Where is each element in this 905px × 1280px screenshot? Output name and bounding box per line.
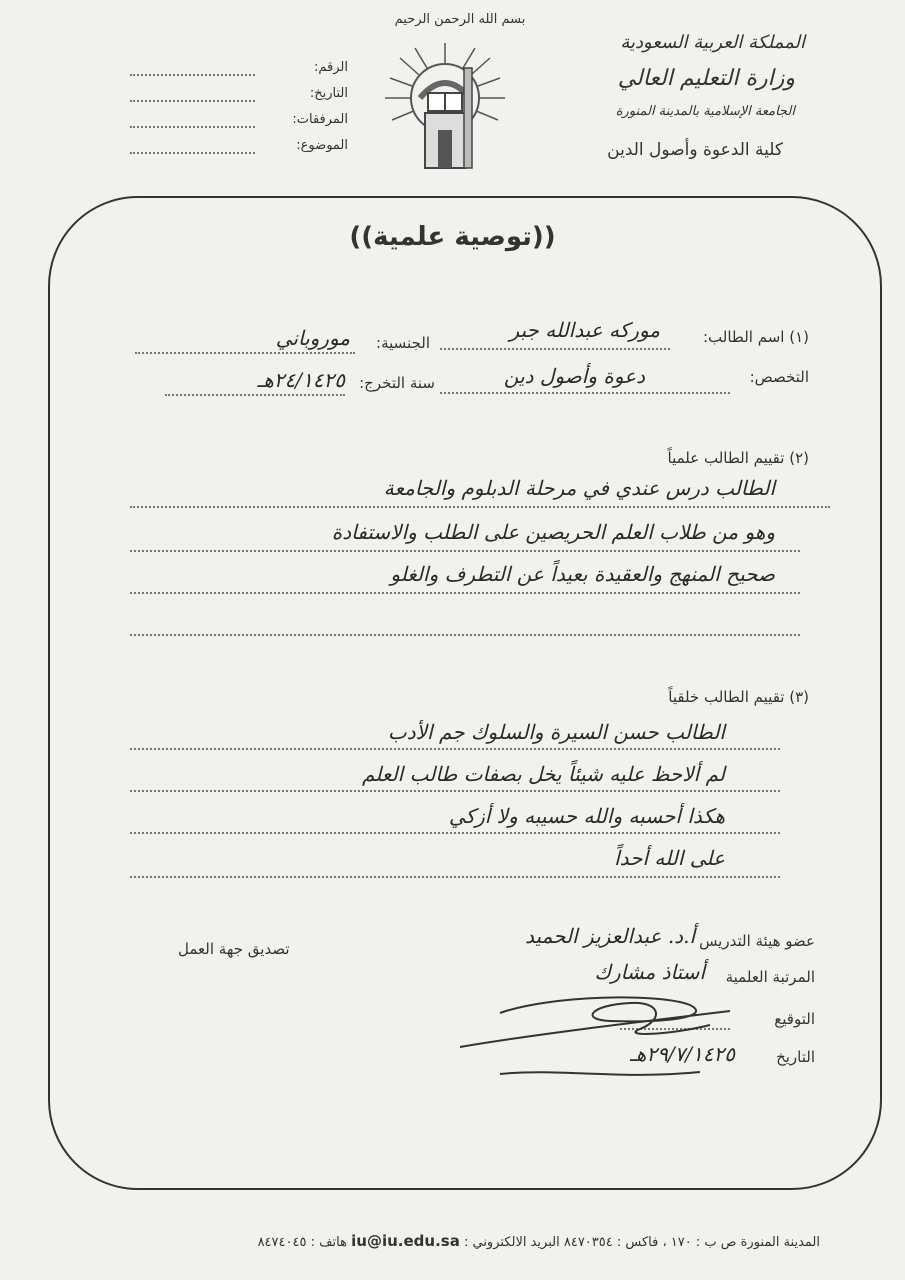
ministry-name: وزارة التعليم العالي bbox=[617, 66, 795, 91]
meta-subject-label: الموضوع: bbox=[296, 138, 348, 153]
grad-year-line bbox=[165, 394, 345, 396]
student-name-label: (١) اسم الطالب: bbox=[703, 328, 809, 346]
academic-rank-label: المرتبة العلمية bbox=[725, 968, 815, 986]
moral-text-line-3: هكذا أحسبه والله حسيبه ولا أزكي bbox=[448, 804, 725, 828]
nationality-value: موروباني bbox=[275, 326, 350, 350]
meta-number-label: الرقم: bbox=[314, 60, 348, 75]
grad-year-value: ٢٤/١٤٢٥هـ bbox=[257, 368, 345, 392]
academic-text-line-2: وهو من طلاب العلم الحريصين على الطلب والاستفادة bbox=[331, 520, 775, 544]
meta-subject-field bbox=[130, 152, 255, 154]
college-name: كلية الدعوة وأصول الدين bbox=[607, 140, 783, 160]
kingdom-name: المملكة العربية السعودية bbox=[620, 32, 805, 53]
moral-evaluation-label: (٣) تقييم الطالب خلقياً bbox=[668, 688, 809, 706]
date-label: التاريخ bbox=[776, 1048, 815, 1066]
specialization-value: دعوة وأصول دين bbox=[503, 364, 645, 388]
specialization-label: التخصص: bbox=[749, 368, 809, 386]
moral-line-2 bbox=[130, 790, 780, 792]
moral-text-line-4: على الله أحداً bbox=[614, 846, 725, 870]
employer-certification-label: تصديق جهة العمل bbox=[178, 940, 290, 958]
nationality-line bbox=[135, 352, 355, 354]
date-underline-graphic bbox=[500, 1058, 700, 1082]
academic-line-4 bbox=[130, 634, 800, 636]
grad-year-label: سنة التخرج: bbox=[359, 374, 435, 392]
signature-label: التوقيع bbox=[774, 1010, 815, 1028]
university-name: الجامعة الإسلامية بالمدينة المنورة bbox=[615, 104, 795, 119]
student-name-value: موركه عبدالله جبر bbox=[509, 318, 660, 342]
moral-text-line-2: لم ألاحظ عليه شيئاً يخل بصفات طالب العلم bbox=[362, 762, 725, 786]
moral-line-3 bbox=[130, 832, 780, 834]
academic-evaluation-label: (٢) تقييم الطالب علمياً bbox=[667, 449, 809, 467]
nationality-label: الجنسية: bbox=[376, 334, 430, 352]
academic-text-line-1: الطالب درس عندي في مرحلة الدبلوم والجامعة bbox=[383, 476, 775, 500]
faculty-member-label: عضو هيئة التدريس bbox=[699, 932, 815, 950]
specialization-line bbox=[440, 392, 730, 394]
academic-line-2 bbox=[130, 550, 800, 552]
footer-email[interactable]: iu@iu.edu.sa bbox=[351, 1232, 460, 1250]
date-value: ٢٩/٧/١٤٢٥هـ bbox=[629, 1042, 735, 1066]
student-name-line bbox=[440, 348, 670, 350]
page-title: ((توصية علمية)) bbox=[349, 222, 556, 252]
footer-address: المدينة المنورة ص ب : ١٧٠ ، فاكس : ٨٤٧٠٣٥٤ البريد الالكتروني : bbox=[463, 1235, 820, 1250]
meta-attachments-field bbox=[130, 126, 255, 128]
university-logo bbox=[380, 38, 510, 168]
moral-line-4 bbox=[130, 876, 780, 878]
meta-date-label: التاريخ: bbox=[309, 86, 348, 101]
university-logo-icon bbox=[380, 38, 510, 168]
faculty-member-value: أ.د. عبدالعزيز الحميد bbox=[525, 924, 695, 948]
academic-rank-value: أستاذ مشارك bbox=[594, 960, 705, 984]
footer-phone: هاتف : ٨٤٧٤٠٤٥ bbox=[257, 1235, 347, 1250]
moral-text-line-1: الطالب حسن السيرة والسلوك جم الأدب bbox=[387, 720, 725, 744]
footer-contact bbox=[140, 1232, 820, 1250]
moral-line-1 bbox=[130, 748, 780, 750]
meta-number-field bbox=[130, 74, 255, 76]
date-underline bbox=[500, 1058, 700, 1086]
academic-text-line-3: صحيح المنهج والعقيدة بعيداً عن التطرف والغلو bbox=[390, 562, 775, 586]
academic-line-1 bbox=[130, 506, 830, 508]
meta-attachments-label: المرفقات: bbox=[292, 112, 348, 127]
meta-date-field bbox=[130, 100, 255, 102]
basmala: بسم الله الرحمن الرحيم bbox=[394, 12, 526, 27]
academic-line-3 bbox=[130, 592, 800, 594]
